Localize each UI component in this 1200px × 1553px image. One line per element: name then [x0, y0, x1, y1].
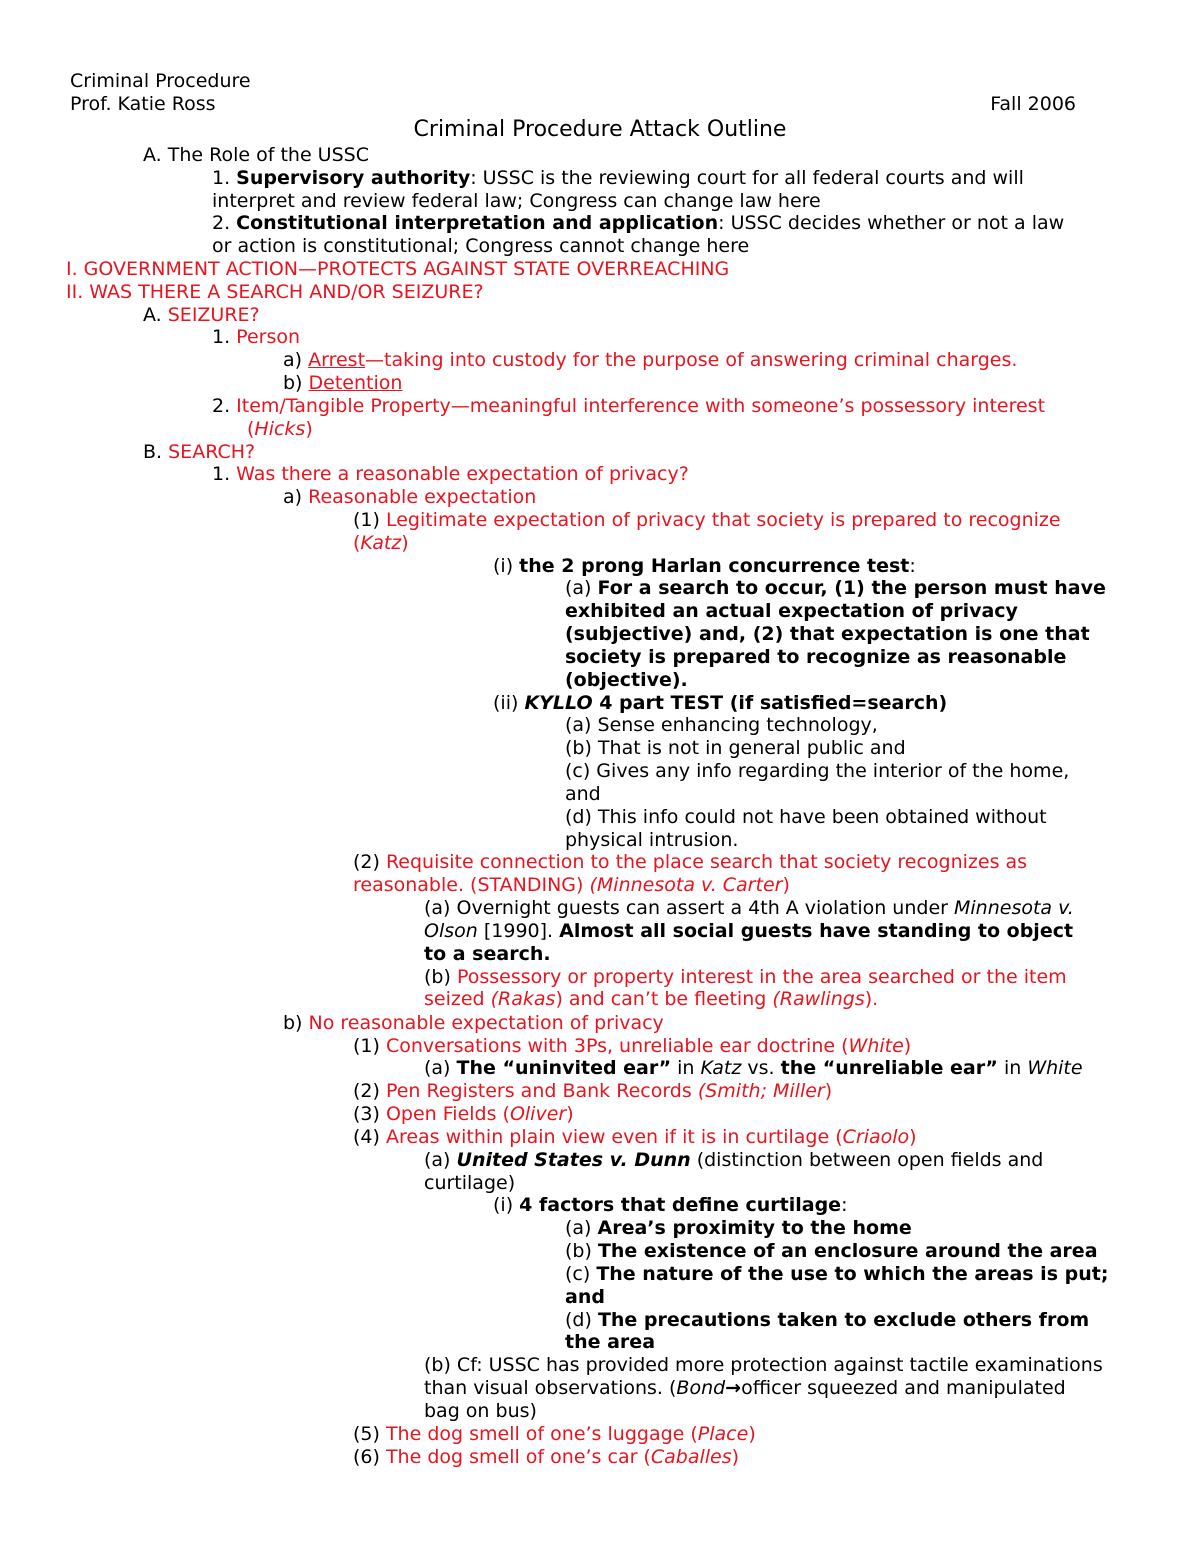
outline-text: Open Fields (: [385, 1103, 510, 1125]
outline-text: The “uninvited ear”: [456, 1057, 672, 1079]
outline-text: 1.: [212, 326, 237, 348]
outline-line: [565, 737, 906, 760]
outline-text: Hicks: [254, 418, 306, 440]
outline-text: (b): [424, 966, 457, 988]
outline-text: 2.: [212, 395, 237, 417]
outline-text: (6): [353, 1446, 386, 1468]
outline-text: Criaolo: [842, 1126, 910, 1148]
outline-text: society is prepared to recognize as reasonable: [565, 646, 1067, 668]
outline-text: :: [909, 555, 916, 577]
outline-text: Constitutional interpretation and application: [236, 212, 719, 234]
outline-text: reasonable. (STANDING): [353, 874, 590, 896]
outline-text: Area’s proximity to the home: [597, 1217, 912, 1239]
outline-line: [424, 920, 1073, 943]
outline-text: (b) That is not in general public and: [565, 737, 906, 759]
outline-text: ) and can’t be fleeting: [555, 988, 773, 1010]
document-title: Criminal Procedure Attack Outline: [413, 117, 787, 142]
outline-text: (Smith; Miller: [697, 1080, 825, 1102]
outline-line: [424, 897, 1074, 920]
course-name: Criminal Procedure: [70, 70, 251, 92]
outline-text: The precautions taken to exclude others from: [597, 1309, 1090, 1331]
outline-line: [353, 1446, 739, 1469]
outline-text: ): [748, 1423, 756, 1445]
outline-text: (distinction between open fields and: [690, 1149, 1044, 1171]
outline-line: [143, 144, 369, 167]
outline-text: ).: [864, 988, 879, 1010]
outline-text: (2): [353, 851, 386, 873]
outline-line: [424, 1400, 537, 1423]
term-label: Fall 2006: [990, 93, 1076, 115]
outline-line: [493, 1194, 847, 1217]
outline-text: No reasonable expectation of privacy: [308, 1012, 664, 1034]
outline-text: Olson: [424, 920, 478, 942]
outline-text: interpret and review federal law; Congress can change law here: [212, 190, 821, 212]
outline-text: B.: [143, 441, 169, 463]
outline-text: Arrest: [308, 349, 366, 371]
outline-text: (subjective) and, (2) that expectation is one that: [565, 623, 1090, 645]
outline-text: (d) This info could not have been obtained without: [565, 806, 1047, 828]
outline-text: Pen Registers and Bank Records: [385, 1080, 698, 1102]
outline-line: [353, 1103, 574, 1126]
outline-text: physical intrusion.: [565, 829, 739, 851]
professor-name: Prof. Katie Ross: [70, 93, 216, 115]
outline-line: [283, 349, 1017, 372]
outline-text: Reasonable expectation: [308, 486, 537, 508]
outline-text: (c) Gives any info regarding the interior of the home,: [565, 760, 1070, 782]
outline-line: [493, 692, 947, 715]
outline-text: (1): [353, 509, 386, 531]
outline-text: (: [353, 532, 361, 554]
outline-text: (Minnesota v. Carter: [589, 874, 783, 896]
outline-text: Was there a reasonable expectation of privacy?: [236, 463, 689, 485]
outline-line: [565, 669, 688, 692]
outline-text: (b) Cf: USSC has provided more protection against tactile examinations: [424, 1354, 1103, 1376]
outline-text: Place: [697, 1423, 749, 1445]
outline-text: (a): [565, 1217, 598, 1239]
outline-line: [565, 714, 878, 737]
outline-line: [565, 1286, 605, 1309]
outline-line: [424, 1354, 1103, 1377]
outline-line: [283, 486, 536, 509]
outline-line: [565, 623, 1090, 646]
outline-text: Possessory or property interest in the area searched or the item: [456, 966, 1067, 988]
outline-text: United States v. Dunn: [456, 1149, 691, 1171]
outline-text: the “unreliable ear”: [780, 1057, 998, 1079]
outline-text: ): [401, 532, 409, 554]
outline-line: [66, 281, 484, 304]
outline-text: II. WAS THERE A SEARCH AND/OR SEIZURE?: [66, 281, 484, 303]
outline-text: ): [305, 418, 313, 440]
outline-text: (b): [565, 1240, 598, 1262]
outline-line: [353, 874, 790, 897]
outline-text: or action is constitutional; Congress cannot change here: [212, 235, 750, 257]
outline-text: (objective).: [565, 669, 688, 691]
outline-text: :: [841, 1194, 848, 1216]
outline-text: b): [283, 1012, 309, 1034]
outline-text: (3): [353, 1103, 386, 1125]
outline-text: a): [283, 349, 309, 371]
outline-text: (c): [565, 1263, 597, 1285]
outline-text: White: [848, 1035, 904, 1057]
outline-line: [212, 167, 1024, 190]
outline-text: and: [565, 1286, 605, 1308]
outline-text: Conversations with 3Ps, unreliable ear doctrine (: [385, 1035, 849, 1057]
outline-text: (: [247, 418, 255, 440]
outline-text: 4 factors that define curtilage: [519, 1194, 842, 1216]
outline-line: [283, 372, 402, 395]
outline-line: [212, 190, 821, 213]
outline-line: [212, 463, 689, 486]
outline-text: seized: [424, 988, 491, 1010]
outline-text: The dog smell of one’s car (: [385, 1446, 651, 1468]
outline-text: 1.: [212, 463, 237, 485]
outline-text: SEARCH?: [168, 441, 256, 463]
outline-text: (i): [493, 555, 520, 577]
outline-text: ): [824, 1080, 833, 1102]
outline-text: (2): [353, 1080, 386, 1102]
outline-text: : USSC is the reviewing court for all federal courts and will: [470, 167, 1024, 189]
outline-text: ): [903, 1035, 912, 1057]
outline-line: [353, 1035, 911, 1058]
outline-line: [424, 1377, 1066, 1400]
outline-text: (4): [353, 1126, 386, 1148]
outline-line: [424, 966, 1067, 989]
outline-text: (d): [565, 1309, 598, 1331]
outline-text: in: [671, 1057, 701, 1079]
outline-text: ): [909, 1126, 917, 1148]
outline-text: curtilage): [424, 1172, 516, 1194]
outline-line: [565, 806, 1047, 829]
outline-text: (1): [353, 1035, 386, 1057]
outline-line: [212, 235, 749, 258]
outline-line: [565, 646, 1066, 669]
outline-text: ): [782, 874, 790, 896]
outline-text: Caballes: [650, 1446, 732, 1468]
outline-text: —taking into custody for the purpose of answering criminal charges.: [365, 349, 1018, 371]
outline-text: ): [731, 1446, 740, 1468]
outline-text: A. The Role of the USSC: [143, 144, 369, 166]
outline-line: [212, 212, 1064, 235]
outline-line: [565, 1263, 1108, 1286]
outline-text: Bond: [676, 1377, 726, 1399]
outline-text: b): [283, 372, 309, 394]
outline-text: 2.: [212, 212, 237, 234]
outline-line: [424, 1057, 1083, 1080]
outline-text: a): [283, 486, 309, 508]
outline-line: [353, 532, 409, 555]
outline-text: (Rakas: [490, 988, 556, 1010]
outline-text: Person: [236, 326, 301, 348]
outline-text: (ii): [493, 692, 525, 714]
outline-line: [353, 1423, 756, 1446]
outline-text: Katz: [360, 532, 402, 554]
outline-line: [424, 943, 551, 966]
outline-line: [565, 600, 1018, 623]
outline-text: The nature of the use to which the areas is put;: [596, 1263, 1109, 1285]
outline-text: Oliver: [509, 1103, 567, 1125]
outline-text: in: [997, 1057, 1028, 1079]
outline-text: The existence of an enclosure around the area: [597, 1240, 1098, 1262]
outline-text: the area: [565, 1331, 656, 1353]
outline-line: [565, 1331, 655, 1354]
outline-text: KYLLO: [524, 692, 593, 714]
outline-text: Detention: [308, 372, 403, 394]
outline-line: [565, 577, 1106, 600]
outline-line: [66, 258, 729, 281]
outline-text: (a): [565, 577, 598, 599]
outline-line: [353, 1080, 832, 1103]
outline-text: Minnesota v.: [954, 897, 1074, 919]
outline-line: [283, 1012, 664, 1035]
outline-text: than visual observations. (: [424, 1377, 677, 1399]
outline-text: Katz: [700, 1057, 742, 1079]
outline-text: the 2 prong Harlan concurrence test: [519, 555, 910, 577]
outline-line: [565, 1240, 1098, 1263]
outline-line: [493, 555, 916, 578]
outline-text: (a): [424, 1149, 457, 1171]
outline-text: (a) Overnight guests can assert a 4th A violation under: [424, 897, 954, 919]
outline-line: [565, 783, 601, 806]
outline-line: [565, 1217, 912, 1240]
outline-text: 4 part TEST (if satisfied=search): [592, 692, 948, 714]
outline-text: I. GOVERNMENT ACTION—PROTECTS AGAINST STATE OVERREACHING: [66, 258, 730, 280]
outline-line: [212, 395, 1045, 418]
outline-text: officer squeezed and manipulated: [741, 1377, 1066, 1399]
outline-text: (i): [493, 1194, 520, 1216]
outline-text: The dog smell of one’s luggage (: [385, 1423, 698, 1445]
outline-text: Legitimate expectation of privacy that society is prepared to recognize: [385, 509, 1061, 531]
outline-line: [143, 441, 255, 464]
outline-text: Requisite connection to the place search that society recognizes as: [385, 851, 1028, 873]
outline-line: [424, 1149, 1043, 1172]
outline-text: Item/Tangible Property—meaningful interference with someone’s possessory interest: [236, 395, 1046, 417]
outline-text: (5): [353, 1423, 386, 1445]
outline-text: ): [566, 1103, 574, 1125]
outline-text: Supervisory authority: [236, 167, 471, 189]
outline-line: [424, 988, 878, 1011]
outline-text: SEIZURE?: [167, 304, 260, 326]
outline-line: [353, 509, 1061, 532]
outline-text: vs.: [741, 1057, 781, 1079]
outline-text: : USSC decides whether or not a law: [718, 212, 1065, 234]
outline-text: [1990].: [477, 920, 560, 942]
outline-line: [143, 304, 260, 327]
outline-text: (a) Sense enhancing technology,: [565, 714, 878, 736]
outline-text: (a): [424, 1057, 457, 1079]
outline-text: A.: [143, 304, 168, 326]
outline-line: [353, 1126, 917, 1149]
outline-text: For a search to occur, (1) the person must have: [597, 577, 1106, 599]
outline-text: Areas within plain view even if it is in curtilage (: [385, 1126, 843, 1148]
outline-line: [424, 1172, 515, 1195]
outline-text: →: [725, 1377, 742, 1399]
outline-line: [353, 851, 1027, 874]
outline-text: and: [565, 783, 601, 805]
outline-line: [212, 326, 300, 349]
outline-line: [247, 418, 313, 441]
outline-line: [565, 1309, 1089, 1332]
outline-text: 1.: [212, 167, 237, 189]
outline-text: exhibited an actual expectation of privacy: [565, 600, 1018, 622]
outline-text: to a search.: [424, 943, 551, 965]
outline-line: [565, 760, 1069, 783]
outline-text: Almost all social guests have standing to object: [559, 920, 1074, 942]
outline-text: White: [1027, 1057, 1083, 1079]
outline-text: bag on bus): [424, 1400, 537, 1422]
outline-line: [565, 829, 738, 852]
outline-text: (Rawlings: [772, 988, 865, 1010]
